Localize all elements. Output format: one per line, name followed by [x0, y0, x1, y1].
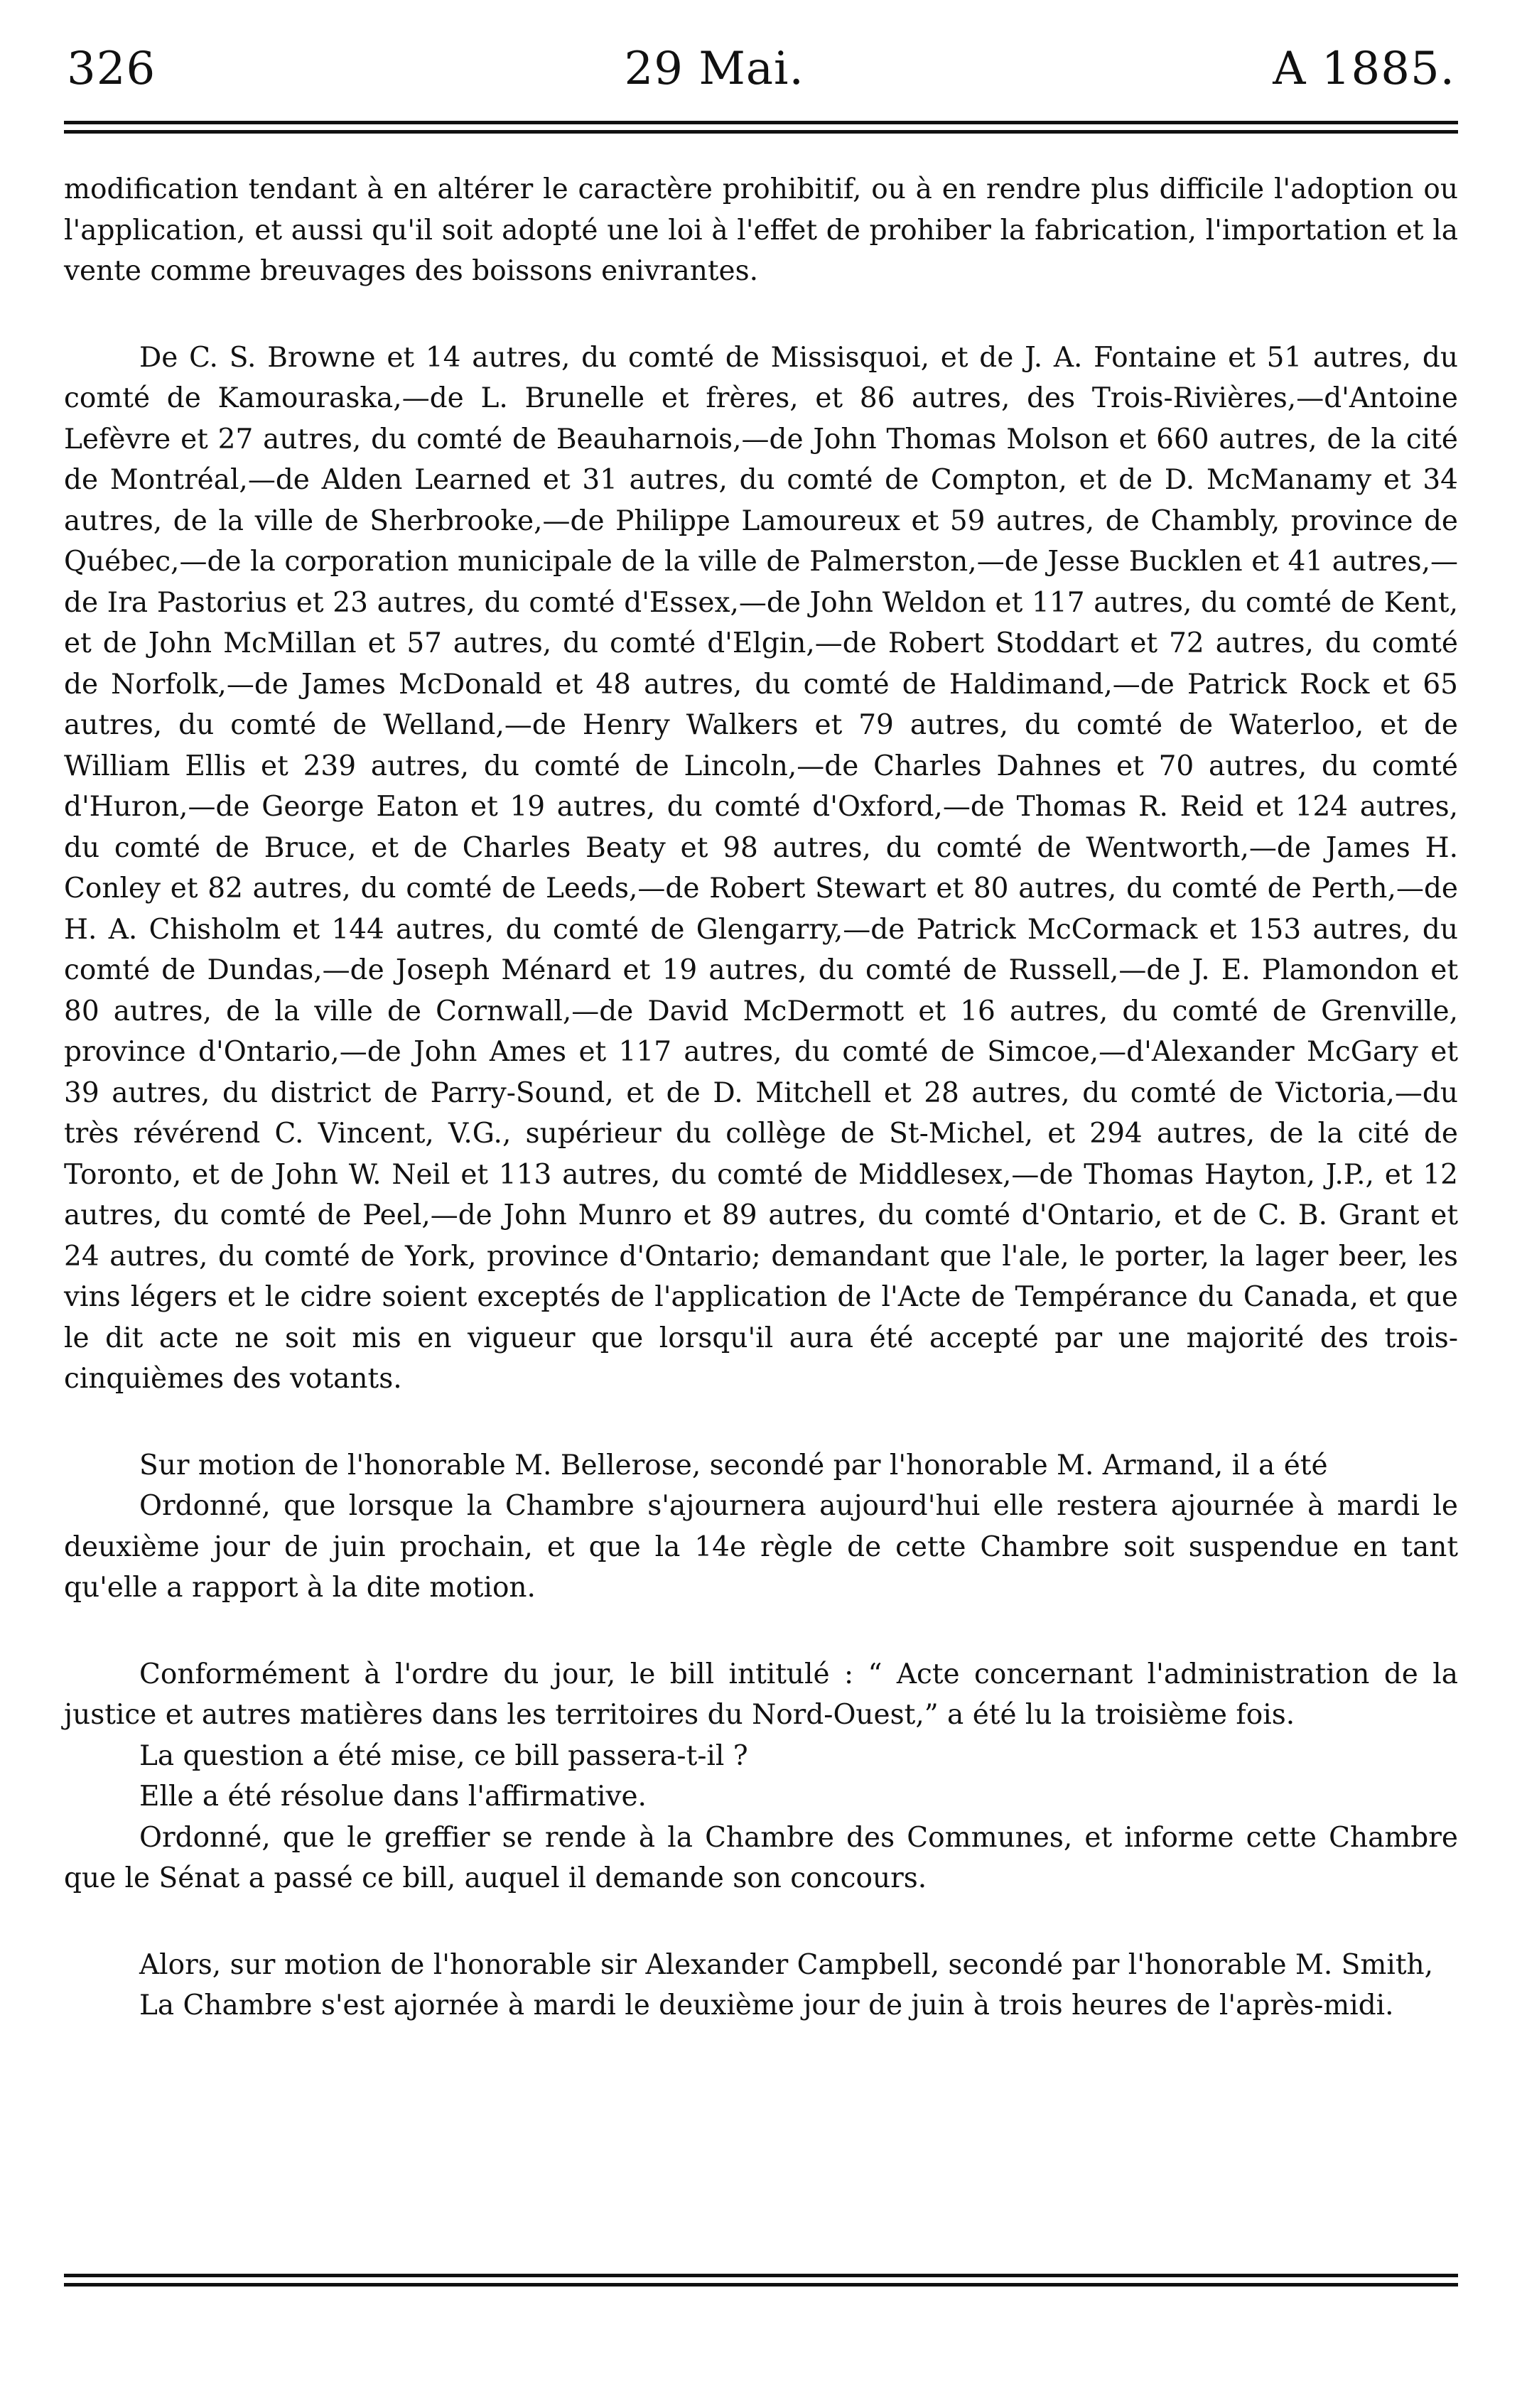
paragraph-bill-third-reading: Conformément à l'ordre du jour, le bill intitulé : “ Acte concernant l'administration de la justice et autres matières dans les territoires du Nord-Ouest,” a été lu la troisième fois. [64, 1658, 1458, 1731]
paragraph-final-motion: Alors, sur motion de l'honorable sir Alexander Campbell, secondé par l'honorable M. Smith, [139, 1948, 1434, 1981]
footer-double-rule [64, 2274, 1458, 2286]
paragraph-order-adjournment: Ordonné, que lorsque la Chambre s'ajournera aujourd'hui elle restera ajournée à mardi le deuxième jour de juin prochain, et que la 14e règle de cette Chambre soit suspendue en tant qu'elle a rapport à la dite motion. [64, 1490, 1458, 1604]
document-body [64, 169, 1458, 2026]
header-year: A 1885. [1273, 43, 1455, 95]
paragraph-adjournment: La Chambre s'est ajornée à mardi le deuxième jour de juin à trois heures de l'après-midi. [139, 1989, 1394, 2021]
paragraph-petitions: De C. S. Browne et 14 autres, du comté de Missisquoi, et de J. A. Fontaine et 51 autres, du comté de Kamouraska,—de L. Brunelle et frères, et 86 autres, des Trois-Rivières,—d'Antoine Lefèvre et 27 autres, du comté de Beauharnois,—de John Thomas Molson et 660 autres, de la cité de Montréal,—de Alden Learned et 31 autres, du comté de Compton, et de D. McManamy et 34 autres, de la ville de Sherbrooke,—de Philippe Lamoureux et 59 autres, de Chambly, province de Québec,—de la corporation municipale de la ville de Palmerston,—de Jesse Bucklen et 41 autres,—de Ira Pastorius et 23 autres, du comté d'Essex,—de John Weldon et 117 autres, du comté de Kent, et de John McMillan et 57 autres, du comté d'Elgin,—de Robert Stoddart et 72 autres, du comté de Norfolk,—de James McDonald et 48 autres, du comté de Haldimand,—de Patrick Rock et 65 autres, du comté de Welland,—de Henry Walkers et 79 autres, du comté de Waterloo, et de William Ellis et 239 autres, du comté de Lincoln,—de Charles Dahnes et 70 autres, du comté d'Huron,—de George Eaton et 19 autres, du comté d'Oxford,—de Thomas R. Reid et 124 autres, du comté de Bruce, et de Charles Beaty et 98 autres, du comté de Wentworth,—de James H. Conley et 82 autres, du comté de Leeds,—de Robert Stewart et 80 autres, du comté de Perth,—de H. A. Chisholm et 144 autres, du comté de Glengarry,—de Patrick McCormack et 153 autres, du comté de Dundas,—de Joseph Ménard et 19 autres, du comté de Russell,—de J. E. Plamondon et 80 autres, de la ville de Cornwall,—de David McDermott et 16 autres, du comté de Grenville, province d'Ontario,—de John Ames et 117 autres, du comté de Simcoe,—d'Alexander McGary et 39 autres, du district de Parry-Sound, et de D. Mitchell et 28 autres, du comté de Victoria,—du très révérend C. Vincent, V.G., supérieur du collège de St-Michel, et 294 autres, de la cité de Toronto, et de John W. Neil et 113 autres, du comté de Middlesex,—de Thomas Hayton, J.P., et 12 autres, du comté de Peel,—de John Munro et 89 autres, du comté d'Ontario, et de C. B. Grant et 24 autres, du comté de York, province d'Ontario; demandant que l'ale, le porter, la lager beer, les vins légers et le cidre soient exceptés de l'application de l'Acte de Tempérance du Canada, et que le dit acte ne soit mis en vigueur que lorsqu'il aura été accepté par une majorité des trois-cinquièmes des votants. [64, 341, 1458, 1395]
paragraph-motion: Sur motion de l'honorable M. Bellerose, secondé par l'honorable M. Armand, il a été [139, 1449, 1328, 1481]
header-date: 29 Mai. [624, 43, 804, 95]
header-double-rule [64, 121, 1458, 134]
paragraph-continuation: modification tendant à en altérer le caractère prohibitif, ou à en rendre plus difficile l'adoption ou l'application, et aussi qu'il soit adopté une loi à l'effet de prohiber la fabrication, l'importation et la vente comme breuvages des boissons enivrantes. [64, 173, 1458, 287]
paragraph-order-clerk: Ordonné, que le greffier se rende à la Chambre des Communes, et informe cette Chambre que le Sénat a passé ce bill, auquel il demande son concours. [64, 1821, 1458, 1894]
paragraph-question: La question a été mise, ce bill passera-t-il ? [139, 1739, 748, 1772]
paragraph-resolution: Elle a été résolue dans l'affirmative. [139, 1781, 647, 1813]
page-number: 326 [67, 43, 156, 95]
page-header [64, 43, 1458, 114]
